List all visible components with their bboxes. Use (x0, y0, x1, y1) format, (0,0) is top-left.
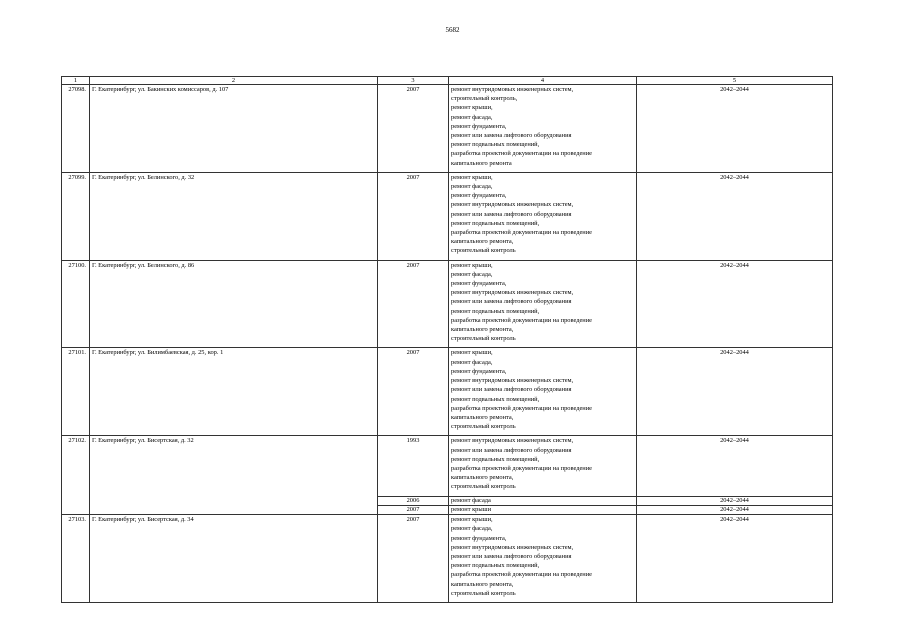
row-number: 27102. (62, 436, 90, 515)
work-item: ремонт крыши (451, 505, 492, 513)
work-item: ремонт фундамента, (451, 534, 507, 542)
works-cell (449, 85, 637, 173)
works-cell (449, 260, 637, 348)
works-cell (449, 515, 637, 603)
work-item: ремонт внутридомовых инженерных систем, (451, 201, 574, 209)
column-header: 4 (449, 77, 637, 85)
work-item: ремонт фундамента, (451, 280, 507, 288)
work-item: разработка проектной документации на проведение (451, 404, 592, 412)
work-item: капитального ремонта, (451, 413, 514, 421)
work-item: строительный контроль (451, 335, 516, 343)
row-number: 27098. (62, 85, 90, 173)
work-item: разработка проектной документации на проведение (451, 464, 592, 472)
work-item: строительный контроль (451, 483, 516, 491)
page-number: 5682 (445, 26, 460, 34)
year-cell: 2007 (378, 172, 449, 260)
year-cell: 2007 (378, 515, 449, 603)
work-item: ремонт подвальных помещений, (451, 562, 540, 570)
address-cell: Г. Екатеринбург, ул. Белинского, д. 86 (90, 260, 378, 348)
work-item: строительный контроль (451, 589, 516, 597)
year-cell: 2006 (378, 496, 449, 505)
address-cell: Г. Екатеринбург, ул. Билимбаевская, д. 25, кор. 1 (90, 348, 378, 436)
work-item: ремонт фундамента, (451, 122, 507, 130)
work-item: ремонт фундамента, (451, 192, 507, 200)
work-item: ремонт фасада (451, 496, 491, 504)
work-item: ремонт внутридомовых инженерных систем, (451, 289, 574, 297)
year-cell: 2007 (378, 505, 449, 514)
period-cell: 2042–2044 (637, 515, 833, 603)
work-item: ремонт крыши, (451, 349, 493, 357)
work-item: ремонт крыши, (451, 516, 493, 524)
work-item: ремонт внутридомовых инженерных систем, (451, 437, 574, 445)
work-item: ремонт крыши, (451, 104, 493, 112)
period-cell: 2042–2044 (637, 260, 833, 348)
work-item: капитального ремонта, (451, 474, 514, 482)
work-item: ремонт фундамента, (451, 367, 507, 375)
work-item: ремонт фасада, (451, 270, 493, 278)
table-row (62, 348, 833, 436)
year-cell: 1993 (378, 436, 449, 496)
column-header: 5 (637, 77, 833, 85)
table-row (62, 260, 833, 348)
work-item: капитального ремонта (451, 159, 512, 167)
work-item: ремонт подвальных помещений, (451, 455, 540, 463)
year-cell: 2007 (378, 348, 449, 436)
work-item: ремонт подвальных помещений, (451, 219, 540, 227)
period-cell: 2042–2044 (637, 505, 833, 514)
row-number: 27103. (62, 515, 90, 603)
works-cell (449, 436, 637, 496)
work-item: разработка проектной документации на проведение (451, 571, 592, 579)
column-header: 3 (378, 77, 449, 85)
work-item: разработка проектной документации на проведение (451, 316, 592, 324)
capital-repair-table (61, 76, 833, 603)
column-number-row (62, 77, 833, 85)
address-cell: Г. Екатеринбург, ул. Бисертская, д. 32 (90, 436, 378, 515)
address-cell: Г. Екатеринбург, ул. Бисертская, д. 34 (90, 515, 378, 603)
work-item: капитального ремонта, (451, 238, 514, 246)
column-header: 2 (90, 77, 378, 85)
row-number: 27100. (62, 260, 90, 348)
work-item: ремонт подвальных помещений, (451, 141, 540, 149)
work-item: разработка проектной документации на проведение (451, 229, 592, 237)
work-item: ремонт фасада, (451, 113, 493, 121)
work-item: строительный контроль, (451, 95, 518, 103)
work-item: ремонт или замена лифтового оборудования (451, 552, 572, 560)
period-cell: 2042–2044 (637, 172, 833, 260)
table-row (62, 85, 833, 173)
work-item: ремонт подвальных помещений, (451, 307, 540, 315)
work-item: ремонт фасада, (451, 358, 493, 366)
work-item: ремонт внутридомовых инженерных систем, (451, 543, 574, 551)
table-row (62, 436, 833, 496)
work-item: ремонт или замена лифтового оборудования (451, 132, 572, 140)
row-number: 27099. (62, 172, 90, 260)
work-item: капитального ремонта, (451, 326, 514, 334)
work-item: ремонт фасада, (451, 525, 493, 533)
table-row (62, 515, 833, 603)
work-item: ремонт или замена лифтового оборудования (451, 298, 572, 306)
work-item: ремонт подвальных помещений, (451, 395, 540, 403)
work-item: ремонт внутридомовых инженерных систем, (451, 86, 574, 93)
work-item: ремонт крыши, (451, 173, 493, 181)
year-cell: 2007 (378, 260, 449, 348)
work-item: строительный контроль (451, 247, 516, 255)
work-item: капитального ремонта, (451, 580, 514, 588)
work-item: ремонт или замена лифтового оборудования (451, 446, 572, 454)
period-cell: 2042–2044 (637, 348, 833, 436)
table-body (62, 85, 833, 603)
works-cell (449, 496, 637, 505)
period-cell: 2042–2044 (637, 436, 833, 496)
address-cell: Г. Екатеринбург, ул. Белинского, д. 32 (90, 172, 378, 260)
work-item: ремонт крыши, (451, 261, 493, 269)
address-cell: Г. Екатеринбург, ул. Бакинских комиссаров, д. 107 (90, 85, 378, 173)
work-item: ремонт или замена лифтового оборудования (451, 210, 572, 218)
work-item: разработка проектной документации на проведение (451, 150, 592, 158)
year-cell: 2007 (378, 85, 449, 173)
work-item: ремонт или замена лифтового оборудования (451, 386, 572, 394)
work-item: строительный контроль (451, 423, 516, 431)
work-item: ремонт внутридомовых инженерных систем, (451, 377, 574, 385)
table-row (62, 172, 833, 260)
works-cell (449, 505, 637, 514)
period-cell: 2042–2044 (637, 496, 833, 505)
column-header: 1 (62, 77, 90, 85)
period-cell: 2042–2044 (637, 85, 833, 173)
works-cell (449, 348, 637, 436)
row-number: 27101. (62, 348, 90, 436)
works-cell (449, 172, 637, 260)
work-item: ремонт фасада, (451, 183, 493, 191)
